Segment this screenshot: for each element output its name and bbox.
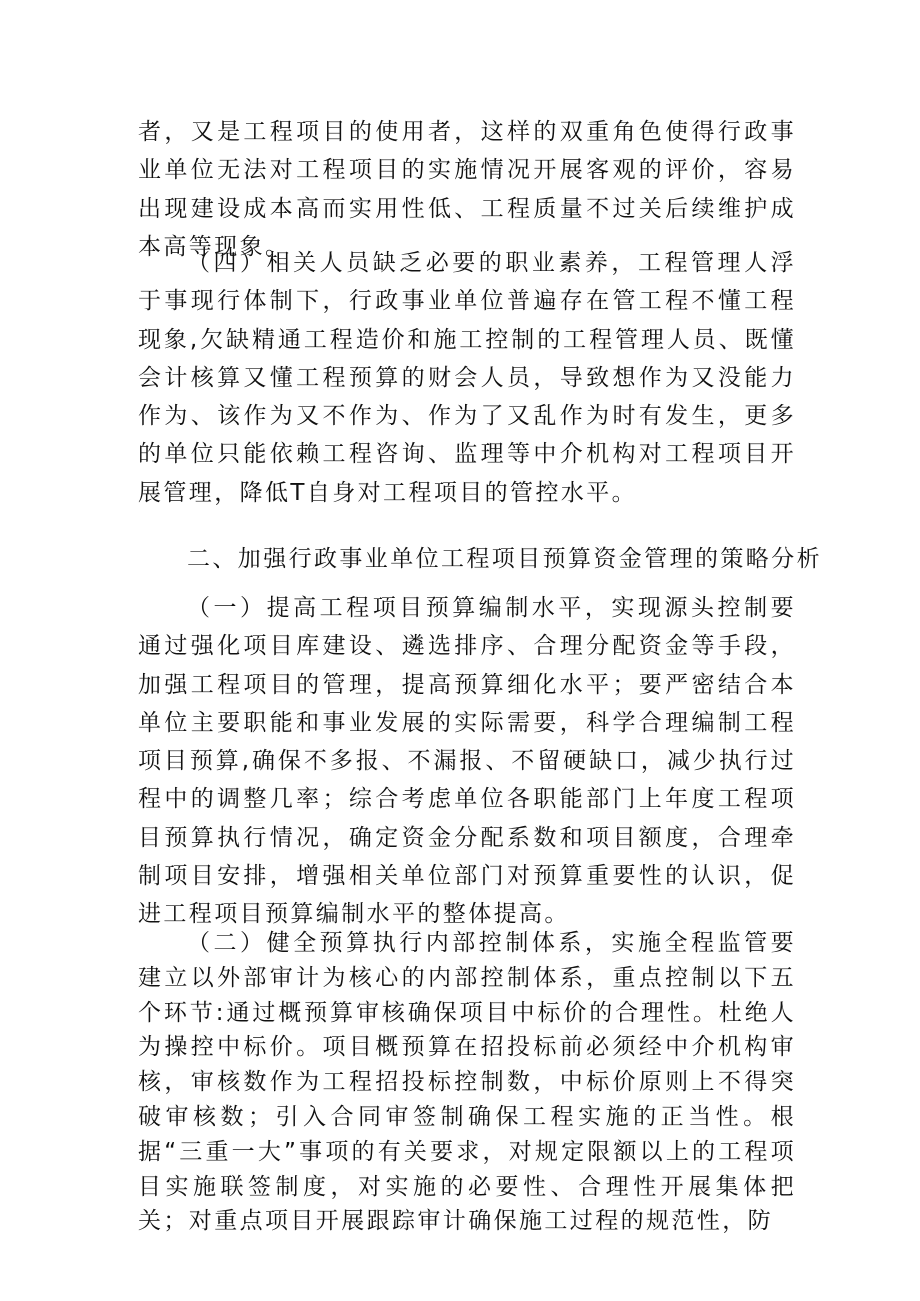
paragraph-continuation: 者，又是工程项目的使用者，这样的双重角色使得行政事业单位无法对工程项目的实施情况开展客观的评价，容易出现建设成本高而实用性低、工程质量不过关后续维护成本高等现象。 [138,119,796,260]
section-heading: 二、加强行政事业单位工程项目预算资金管理的策略分析 [187,546,822,572]
paragraph-subsection-one: （一）提高工程项目预算编制水平，实现源头控制要通过强化项目库建设、遴选排序、合理分配资金等手段，加强工程项目的管理，提高预算细化水平；要严密结合本单位主要职能和事业发展的实际需要，科学合理编制工程项目预算,确保不多报、不漏报、不留硬缺口，减少执行过程中的调整几率；综合考虑单位各职能部门上年度工程项目预算执行情况，确定资金分配系数和项目额度，合理牵制项目安排，增强相关单位部门对预算重要性的认识，促进工程项目预算编制水平的整体提高。 [138,595,796,928]
paragraph-subsection-two: （二）健全预算执行内部控制体系，实施全程监管要建立以外部审计为核心的内部控制体系，重点控制以下五个环节:通过概预算审核确保项目中标价的合理性。杜绝人为操控中标价。项目概预算在招投标前必须经中介机构审核，审核数作为工程招投标控制数，中标价原则上不得突破审核数；引入合同审签制确保工程实施的正当性。根据“三重一大”事项的有关要求，对规定限额以上的工程项目实施联签制度，对实施的必要性、合理性开展集体把关；对重点项目开展跟踪审计确保施工过程的规范性，防 [138,930,796,1235]
paragraph-section-four: （四）相关人员缺乏必要的职业素养，工程管理人浮于事现行体制下，行政事业单位普遍存在管工程不懂工程现象,欠缺精通工程造价和施工控制的工程管理人员、既懂会计核算又懂工程预算的财会人员，导致想作为又没能力作为、该作为又不作为、作为了又乱作为时有发生，更多的单位只能依赖工程咨询、监理等中介机构对工程项目开展管理，降低T自身对工程项目的管控水平。 [138,250,796,506]
